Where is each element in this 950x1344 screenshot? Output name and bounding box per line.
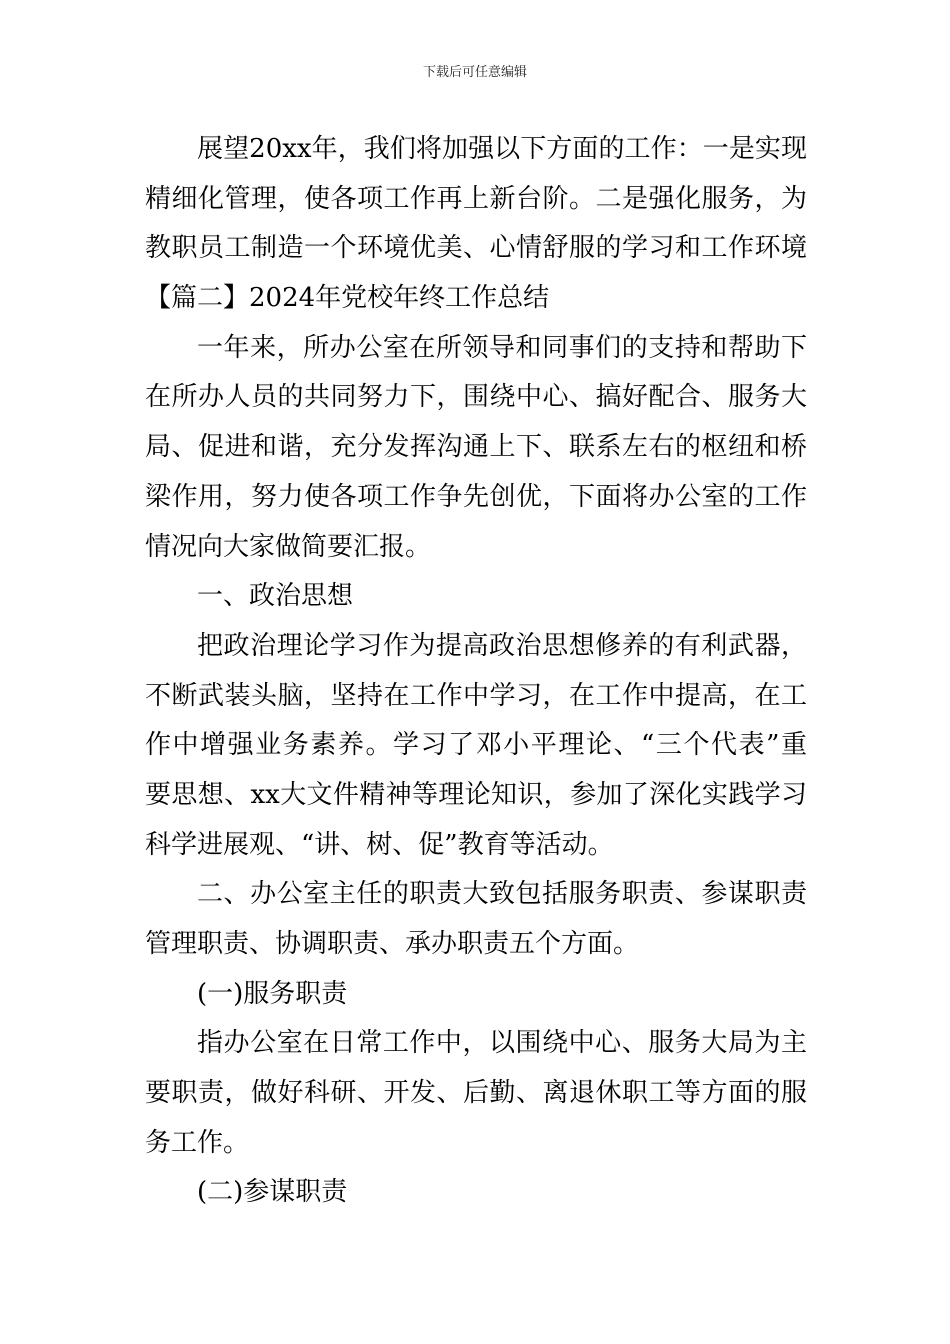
- text-line: 作中增强业务素养。学习了邓小平理论、“三个代表”重: [145, 730, 807, 761]
- text-line: 一年来，所办公室在所领导和同事们的支持和帮助下: [197, 332, 807, 363]
- text-line: 二、办公室主任的职责大致包括服务职责、参谋职责: [197, 879, 807, 910]
- text-line: 要思想、xx大文件精神等理论知识，参加了深化实践学习: [145, 779, 807, 810]
- text-line: 梁作用，努力使各项工作争先创优，下面将办公室的工作: [145, 481, 807, 512]
- subsection-heading: 一、政治思想: [197, 581, 354, 612]
- document-body: [145, 125, 807, 1218]
- text-line: 把政治理论学习作为提高政治思想修养的有利武器，: [197, 630, 807, 661]
- page-header: 下载后可任意编辑: [422, 65, 527, 80]
- text-line: 科学进展观、“讲、树、促”教育等活动。: [145, 829, 614, 860]
- text-line: 在所办人员的共同努力下，围绕中心、搞好配合、服务大: [145, 382, 807, 413]
- text-line: 务工作。: [145, 1127, 250, 1158]
- text-line: 精细化管理，使各项工作再上新台阶。二是强化服务，为: [145, 183, 807, 214]
- subsection-heading: (二)参谋职责: [197, 1177, 348, 1208]
- text-line: 展望20xx年，我们将加强以下方面的工作：一是实现: [197, 134, 807, 164]
- text-line: 指办公室在日常工作中，以围绕中心、服务大局为主: [197, 1028, 807, 1059]
- text-line: 管理职责、协调职责、承办职责五个方面。: [145, 929, 640, 959]
- text-line: 教职员工制造一个环境优美、心情舒服的学习和工作环境: [145, 233, 807, 264]
- text-line: 不断武装头脑，坚持在工作中学习，在工作中提高，在工: [145, 680, 807, 711]
- section-heading: 【篇二】2024年党校年终工作总结: [145, 283, 550, 314]
- text-line: 局、促进和谐，充分发挥沟通上下、联系左右的枢纽和桥: [145, 432, 807, 463]
- subsection-heading: (一)服务职责: [197, 978, 348, 1009]
- text-line: 要职责，做好科研、开发、后勤、离退休职工等方面的服: [145, 1078, 807, 1109]
- text-line: 情况向大家做简要汇报。: [145, 531, 432, 562]
